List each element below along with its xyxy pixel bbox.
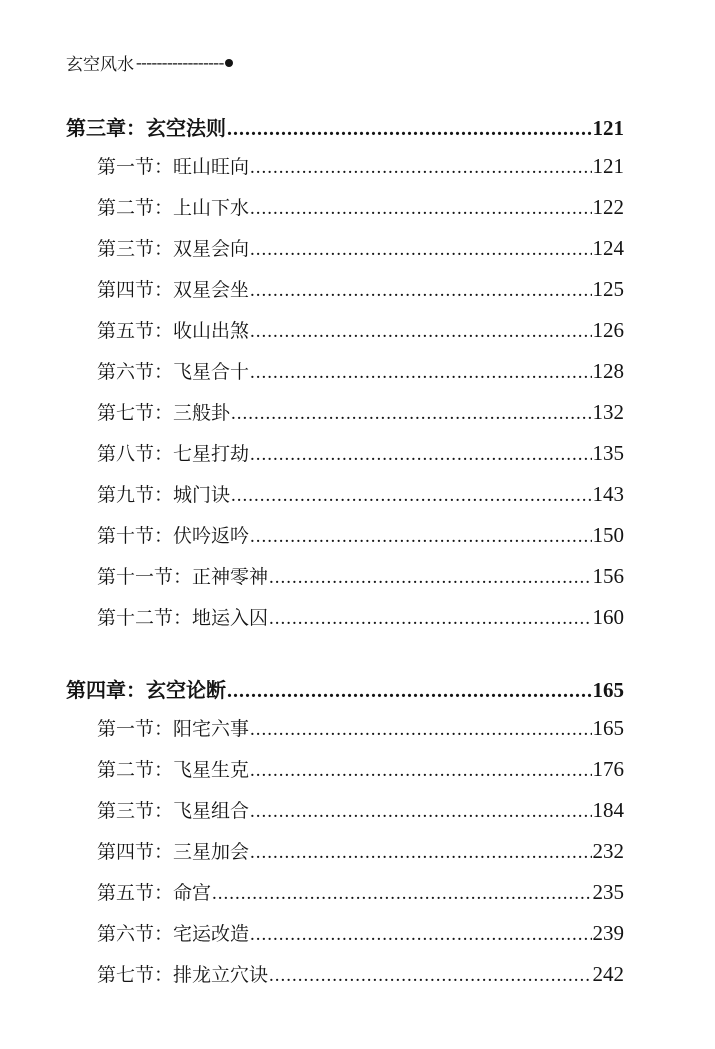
section-page-number: 122	[592, 195, 624, 219]
toc-section[interactable]	[97, 480, 624, 507]
section-page-number: 132	[592, 400, 624, 424]
toc-section[interactable]	[97, 714, 624, 741]
section-page-number: 156	[592, 564, 624, 588]
section-page-number: 176	[592, 757, 624, 781]
chapter-page-number: 121	[592, 116, 624, 140]
section-title: 第九节：城门诀	[97, 484, 231, 506]
toc-section[interactable]	[97, 919, 624, 946]
section-title: 第五节：收山出煞	[97, 320, 250, 342]
dot-leader	[250, 924, 591, 946]
toc-section[interactable]	[97, 439, 624, 466]
section-title: 第八节：七星打劫	[97, 443, 250, 465]
section-title: 第十一节：正神零神	[97, 566, 269, 588]
bullet-icon	[225, 59, 233, 67]
section-title: 第四节：双星会坐	[97, 279, 250, 301]
section-title: 第十二节：地运入囚	[97, 607, 269, 629]
chapter-page-number: 165	[592, 678, 624, 702]
section-title: 第三节：飞星组合	[97, 800, 250, 822]
dot-leader	[250, 842, 591, 864]
section-title: 第七节：三般卦	[97, 402, 231, 424]
section-title: 第三节：双星会向	[97, 238, 250, 260]
toc-section[interactable]	[97, 796, 624, 823]
section-title: 第五节：命宫	[97, 882, 212, 904]
dot-leader	[250, 280, 591, 302]
chapter-title: 第四章：玄空论断	[66, 678, 226, 702]
section-page-number: 124	[592, 236, 624, 260]
header-title: 玄空风水	[66, 55, 134, 75]
dot-leader	[269, 567, 591, 589]
toc-section[interactable]	[97, 234, 624, 261]
section-title: 第十节：伏吟返吟	[97, 525, 250, 547]
section-page-number: 135	[592, 441, 624, 465]
header-rule: -----------------	[136, 52, 224, 72]
section-title: 第六节：飞星合十	[97, 361, 250, 383]
toc-section[interactable]	[97, 316, 624, 343]
dot-leader	[250, 719, 591, 741]
chapter-title: 第三章：玄空法则	[66, 116, 226, 140]
toc-section[interactable]	[97, 193, 624, 220]
section-page-number: 235	[592, 880, 624, 904]
dot-leader	[227, 680, 592, 703]
section-page-number: 160	[592, 605, 624, 629]
dot-leader	[250, 321, 591, 343]
dot-leader	[250, 801, 591, 823]
section-page-number: 150	[592, 523, 624, 547]
section-title: 第一节：阳宅六事	[97, 718, 250, 740]
toc-section[interactable]	[97, 878, 624, 905]
toc-section[interactable]	[97, 603, 624, 630]
dot-leader	[269, 965, 591, 987]
dot-leader	[269, 608, 591, 630]
toc-section[interactable]	[97, 562, 624, 589]
dot-leader	[250, 362, 591, 384]
section-title: 第六节：宅运改造	[97, 923, 250, 945]
toc-section[interactable]	[97, 152, 624, 179]
section-page-number: 126	[592, 318, 624, 342]
toc-section[interactable]	[97, 837, 624, 864]
section-title: 第七节：排龙立穴诀	[97, 964, 269, 986]
toc-section[interactable]	[97, 275, 624, 302]
section-page-number: 232	[592, 839, 624, 863]
toc-chapter-3[interactable]	[66, 112, 624, 141]
toc-section[interactable]	[97, 755, 624, 782]
dot-leader	[250, 239, 591, 261]
dot-leader	[250, 444, 591, 466]
section-page-number: 239	[592, 921, 624, 945]
dot-leader	[250, 526, 591, 548]
toc-section[interactable]	[97, 357, 624, 384]
section-title: 第二节：上山下水	[97, 197, 250, 219]
section-title: 第二节：飞星生克	[97, 759, 250, 781]
section-page-number: 128	[592, 359, 624, 383]
running-header	[66, 50, 233, 75]
section-page-number: 242	[592, 962, 624, 986]
section-page-number: 184	[592, 798, 624, 822]
section-title: 第四节：三星加会	[97, 841, 250, 863]
section-page-number: 125	[592, 277, 624, 301]
section-title: 第一节：旺山旺向	[97, 156, 250, 178]
dot-leader	[227, 118, 592, 141]
dot-leader	[250, 198, 591, 220]
dot-leader	[231, 403, 591, 425]
dot-leader	[231, 485, 591, 507]
dot-leader	[250, 157, 591, 179]
section-page-number: 165	[592, 716, 624, 740]
toc-section[interactable]	[97, 521, 624, 548]
toc-chapter-4[interactable]	[66, 674, 624, 703]
toc-section[interactable]	[97, 960, 624, 987]
section-page-number: 143	[592, 482, 624, 506]
dot-leader	[250, 760, 591, 782]
toc-section[interactable]	[97, 398, 624, 425]
dot-leader	[212, 883, 591, 905]
section-page-number: 121	[592, 154, 624, 178]
